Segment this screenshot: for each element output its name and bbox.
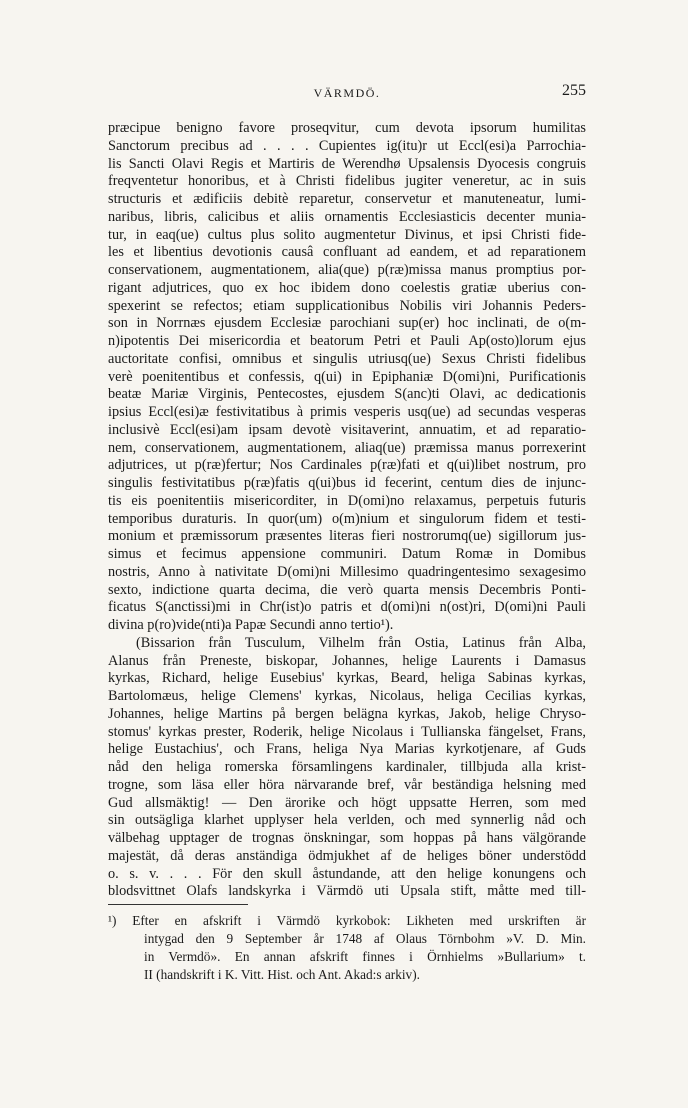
- text-line: helige Eustachius', och Frans, heliga Nya Marias kyrkotjenare, af Guds: [108, 741, 586, 758]
- text-line: singulis festivitatibus p(ræ)fatis q(ui)bus id fecerint, centum dies de injunc-: [108, 475, 586, 491]
- text-line: trogne, som läsa eller höra närvarande bref, vår beständiga helsning med: [108, 776, 586, 793]
- running-head: VÄRMDÖ.: [313, 86, 381, 100]
- text-line: nem, conservationem, augmentationem, aliaq(ue) præmissa manus porrexerint: [108, 439, 586, 456]
- text-line: monium et præmissorum præsentes literas fieri nostrorumq(ue) sigillorum jus-: [108, 528, 586, 545]
- text-line: blodsvittnet Olafs landskyrka i Värmdö uti Upsala stift, måtte med till-: [108, 883, 586, 900]
- text-line: inclusivè Eccl(esi)am ipsam devotè visitaverint, annuatim, et ad reparatio-: [108, 421, 586, 438]
- main-text: [108, 120, 586, 901]
- text-line: Alanus från Preneste, biskopar, Johannes, helige Laurents i Damasus: [108, 652, 586, 669]
- text-line: præcipue benigno favore proseqvitur, cum devota ipsorum humilitas: [108, 120, 586, 136]
- text-line: nåd den heliga romerska församlingens kardinaler, tillbjuda alla krist-: [108, 759, 586, 775]
- text-line: les et libentius devotionis causâ confluant ad eandem, et ad reparationem: [108, 244, 586, 261]
- footnote-line: II (handskrift i K. Vitt. Hist. och Ant. Akad:s arkiv).: [144, 967, 420, 982]
- text-line: Sanctorum precibus ad . . . . Cupientes ig(itu)r ut Eccl(esi)a Parrochia-: [108, 137, 586, 154]
- text-line: temporibus duraturis. In quor(um) o(m)nium et singulorum fidem et testi-: [108, 510, 586, 527]
- footnote-line: intygad den 9 September år 1748 af Olaus Törnbohm »V. D. Min.: [144, 931, 586, 946]
- page-header: [108, 82, 586, 106]
- text-line: son in Norrnæs ejusdem Ecclesiæ parochiani sup(er) hoc inclinati, de o(m-: [108, 315, 586, 332]
- text-line: stomus' kyrkas prester, Roderik, helige Nicolaus i Tullianska fängelset, Frans,: [108, 723, 586, 740]
- text-line: divina p(ro)vide(nti)a Papæ Secundi anno tertio¹).: [108, 617, 394, 633]
- text-line: freqventetur honoribus, et à Christi fidelibus jugiter veneretur, ac in suis: [108, 173, 586, 190]
- footnote-line: ¹) Efter en afskrift i Värmdö kyrkobok: Likheten med urskriften är: [108, 913, 586, 928]
- text-line: rigant adjutrices, quo ex hoc ibidem dono coelestis gratiæ uberius con-: [108, 279, 586, 296]
- text-line: conservationem, augmentationem, alia(que) p(ræ)missa manus promptius por-: [108, 262, 586, 278]
- text-line: structuris et ædificiis debitè reparetur, conservetur et manuteneatur, lumi-: [108, 191, 586, 207]
- text-line: Bartolomæus, helige Clemens' kyrkas, Nicolaus, heliga Cecilias kyrkas,: [108, 688, 586, 704]
- text-line: lis Sancti Olavi Regis et Martiris de Werendhø Upsalensis Dyocesis congruis: [108, 155, 586, 172]
- text-line: beatæ Mariæ Virginis, Pentecostes, ejusdem S(anc)ti Olavi, ac dedicationis: [108, 386, 586, 403]
- text-line: tur, in eaq(ue) cultus plus solito augmentetur Divinus, et ipsi Christi fide-: [108, 226, 586, 243]
- text-line: verè poenitentibus et confessis, q(ui) in Epiphaniæ D(omi)ni, Purificationis: [108, 368, 586, 385]
- text-line: ficatus S(anctissi)mi in Chr(ist)o patris et d(omi)ni n(ost)ri, D(omi)ni Pauli: [108, 599, 586, 616]
- text-line: adjutrices, ut p(ræ)fertur; Nos Cardinales p(ræ)fati et q(ui)libet nostrum, pro: [108, 457, 586, 474]
- text-line: kyrkas, Richard, helige Eusebius' kyrkas, Beard, heliga Sabinas kyrkas,: [108, 670, 586, 687]
- footnote-rule: [108, 904, 248, 905]
- text-line: auctoritate confisi, omnibus et singulis utriusq(ue) Sexus Christi fidelibus: [108, 350, 586, 367]
- text-line: Johannes, helige Martins på bergen belägna kyrkas, Jakob, helige Chryso-: [108, 705, 586, 722]
- text-line: välbehag upptager de trognas önskningar, som hoppas på hans välgörande: [108, 830, 586, 846]
- text-line: naribus, libris, calicibus et aliis ornamentis Ecclesiasticis decenter munia-: [108, 208, 586, 225]
- swedish-paragraph: [108, 635, 586, 901]
- text-line: simus et fecimus appensione communiri. Datum Romæ in Domibus: [108, 546, 586, 562]
- text-line: (Bissarion från Tusculum, Vilhelm från Ostia, Latinus från Alba,: [136, 634, 586, 651]
- footnote-line: in Vermdö». En annan afskrift finnes i Örnhielms »Bullarium» t.: [144, 949, 586, 964]
- footnote: [108, 912, 586, 984]
- text-line: majestät, då deras anständiga ödmjukhet af de heliges böner understödd: [108, 847, 586, 864]
- latin-paragraph: [108, 120, 586, 635]
- text-line: nostris, Anno à nativitate D(omi)ni Millesimo quadringentesimo sexagesimo: [108, 563, 586, 580]
- text-line: o. s. v. . . . För den skull åstundande, att den helige konungens och: [108, 865, 586, 882]
- text-line: ipsius Eccl(esi)æ festivitatibus à primis vesperis usq(ue) ad secundas vesperas: [108, 404, 586, 420]
- text-line: tis eis poenitentiis misericorditer, in D(omi)no relaxamus, perpetuis futuris: [108, 492, 586, 509]
- text-line: sin outsägliga klarhet upplyser hela verlden, och med synnerlig nåd och: [108, 812, 586, 829]
- text-line: n)ipotentis Dei misericordia et beatorum Petri et Pauli Ap(osto)lorum ejus: [108, 333, 586, 349]
- text-line: spexerint se refectos; etiam supplicationibus Nobilis viri Johannis Peders-: [108, 297, 586, 314]
- text-line: sexto, indictione quarta decima, die verò quarta mensis Decembris Ponti-: [108, 581, 586, 598]
- text-line: Gud allsmäktig! — Den ärorike och högt uppsatte Herren, som med: [108, 794, 586, 811]
- page-number: 255: [562, 82, 586, 99]
